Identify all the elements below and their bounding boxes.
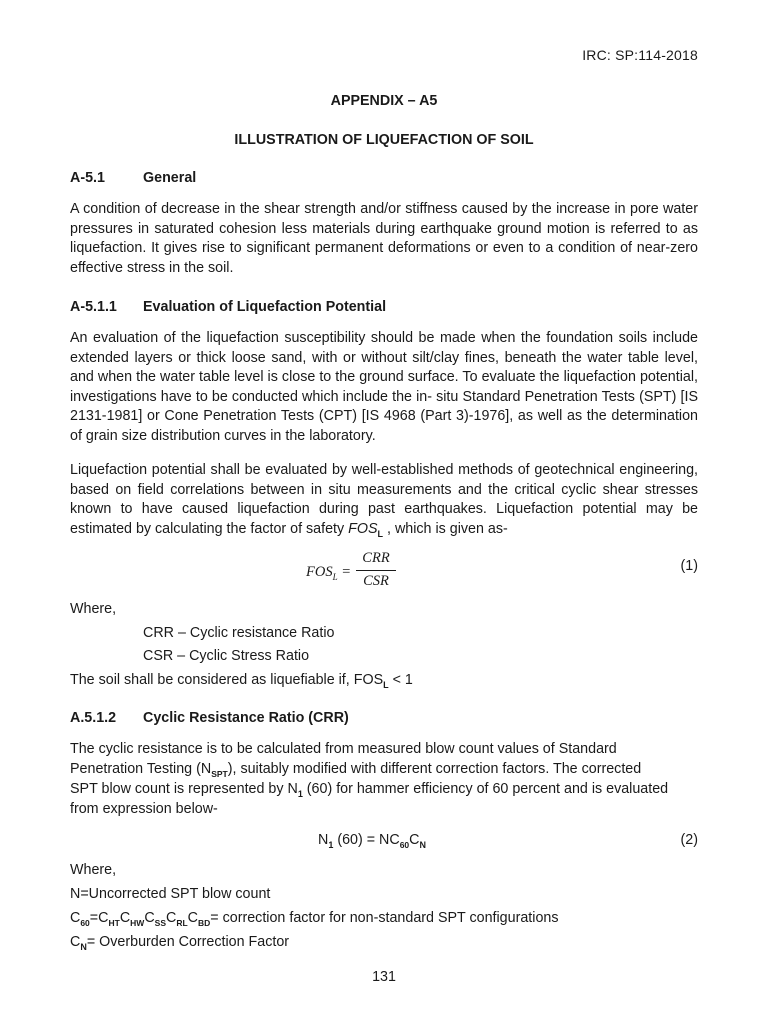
text-run: = correction factor for non-standard SPT configurations (210, 910, 559, 926)
denominator: CSR (363, 572, 389, 589)
text-run: N (318, 832, 329, 848)
liquefiable-criterion (70, 671, 413, 691)
definition-n: N=Uncorrected SPT blow count (70, 886, 271, 902)
page-number: 131 (372, 969, 396, 985)
section-number: A.5.1.2 (70, 710, 117, 726)
paragraph-liquefaction-potential (70, 461, 698, 539)
text-run: C (70, 910, 81, 926)
text-run: C (119, 910, 131, 926)
where-label: Where, (70, 862, 117, 878)
definition-c60 (70, 909, 559, 929)
text-run: Liquefaction potential shall be evaluated by well-established methods of geotechnical engineering, based on field correlations between in situ measurements and the critical cyclic shear stresses known to have caused liquefaction during past earthquakes. Liquefaction potential may be estimated by calculating the factor of safety (70, 462, 698, 537)
text-run: C (166, 910, 177, 926)
section-number: A-5.1.1 (70, 299, 117, 315)
subscript: L (383, 680, 389, 690)
fraction (356, 549, 396, 591)
section-title: Cyclic Resistance Ratio (CRR) (143, 710, 349, 726)
text-run: = Overburden Correction Factor (86, 934, 290, 950)
equals-sign: = (337, 564, 352, 580)
appendix-title: APPENDIX – A5 (330, 93, 438, 109)
section-heading-general (70, 169, 196, 189)
definition-cn (70, 933, 289, 953)
text-run: C (70, 934, 81, 950)
equation-number: (2) (680, 832, 698, 848)
text-run: < 1 (388, 672, 413, 688)
paragraph-general: A condition of decrease in the shear strength and/or stiffness caused by the increase in pore water pressures in saturated cohesion less materials during earthquake ground motion is referred to as liquefaction. It gives rise to significant permanent deformations or even to a condition of near-zero effective stress in the soil. (70, 201, 698, 276)
text-run: C (144, 910, 155, 926)
text-run: C (409, 832, 420, 848)
subscript: RL (176, 918, 188, 928)
section-number: A-5.1 (70, 170, 105, 186)
subscript: HT (108, 918, 120, 928)
text-run: (60) = NC (333, 832, 400, 848)
paragraph-susceptibility: An evaluation of the liquefaction susceptibility should be made when the foundation soils include extended layers or thick loose sand, with or without silt/clay fines, beneath the water table level, and when the water table level is close to the ground surface. To evaluate the liquefaction potential, investigations have to be conducted which include the in- situ Standard Penetration Tests (SPT) [IS 2131-1981] or Cone Penetration Tests (CPT) [IS 4968 (Part 3)-1976], as well as the determination of grain size distribution curves in the laboratory. (70, 330, 698, 444)
paragraph-crr-line-2 (70, 760, 641, 780)
subscript: 1 (297, 789, 303, 799)
paragraph-crr-line-1: The cyclic resistance is to be calculated from measured blow count values of Standard (70, 741, 617, 757)
subscript: BD (198, 918, 211, 928)
subscript: SPT (211, 769, 228, 779)
subscript: HW (130, 918, 145, 928)
text-run: ), suitably modified with different correction factors. The corrected (227, 761, 642, 777)
fos-symbol: FOS (306, 564, 333, 580)
document-code-header: IRC: SP:114-2018 (582, 47, 698, 63)
definition-csr: CSR – Cyclic Stress Ratio (143, 648, 310, 664)
subscript: N (419, 840, 426, 850)
section-title: General (143, 170, 197, 186)
subscript: N (80, 942, 87, 952)
fraction-bar (356, 570, 396, 571)
subscript: L (332, 571, 338, 582)
text-run: C (187, 910, 198, 926)
text-run: Penetration Testing (N (70, 761, 212, 777)
text-run: , which is given as- (383, 520, 508, 537)
appendix-subtitle: ILLUSTRATION OF LIQUEFACTION OF SOIL (234, 132, 534, 148)
section-heading-evaluation (70, 298, 386, 318)
equation-2 (318, 831, 426, 851)
section-heading-crr (70, 709, 349, 729)
equation-lhs (306, 563, 351, 587)
subscript: L (377, 528, 384, 539)
text-run: The soil shall be considered as liquefiable if, FOS (70, 672, 384, 688)
subscript: 60 (399, 840, 410, 850)
equation-number: (1) (680, 558, 698, 574)
text-run: (60) for hammer efficiency of 60 percent and is evaluated (302, 781, 669, 797)
section-title: Evaluation of Liquefaction Potential (143, 299, 387, 315)
text-run: SPT blow count is represented by N (70, 781, 298, 797)
subscript: SS (154, 918, 166, 928)
text-run: =C (89, 910, 109, 926)
definition-crr: CRR – Cyclic resistance Ratio (143, 625, 335, 641)
numerator: CRR (362, 550, 390, 566)
paragraph-crr-line-4: from expression below- (70, 801, 218, 817)
subscript: 60 (80, 918, 90, 928)
paragraph-crr-line-3 (70, 780, 668, 800)
subscript: 1 (328, 840, 334, 850)
fos-symbol: FOS (348, 520, 378, 537)
where-label: Where, (70, 601, 117, 617)
